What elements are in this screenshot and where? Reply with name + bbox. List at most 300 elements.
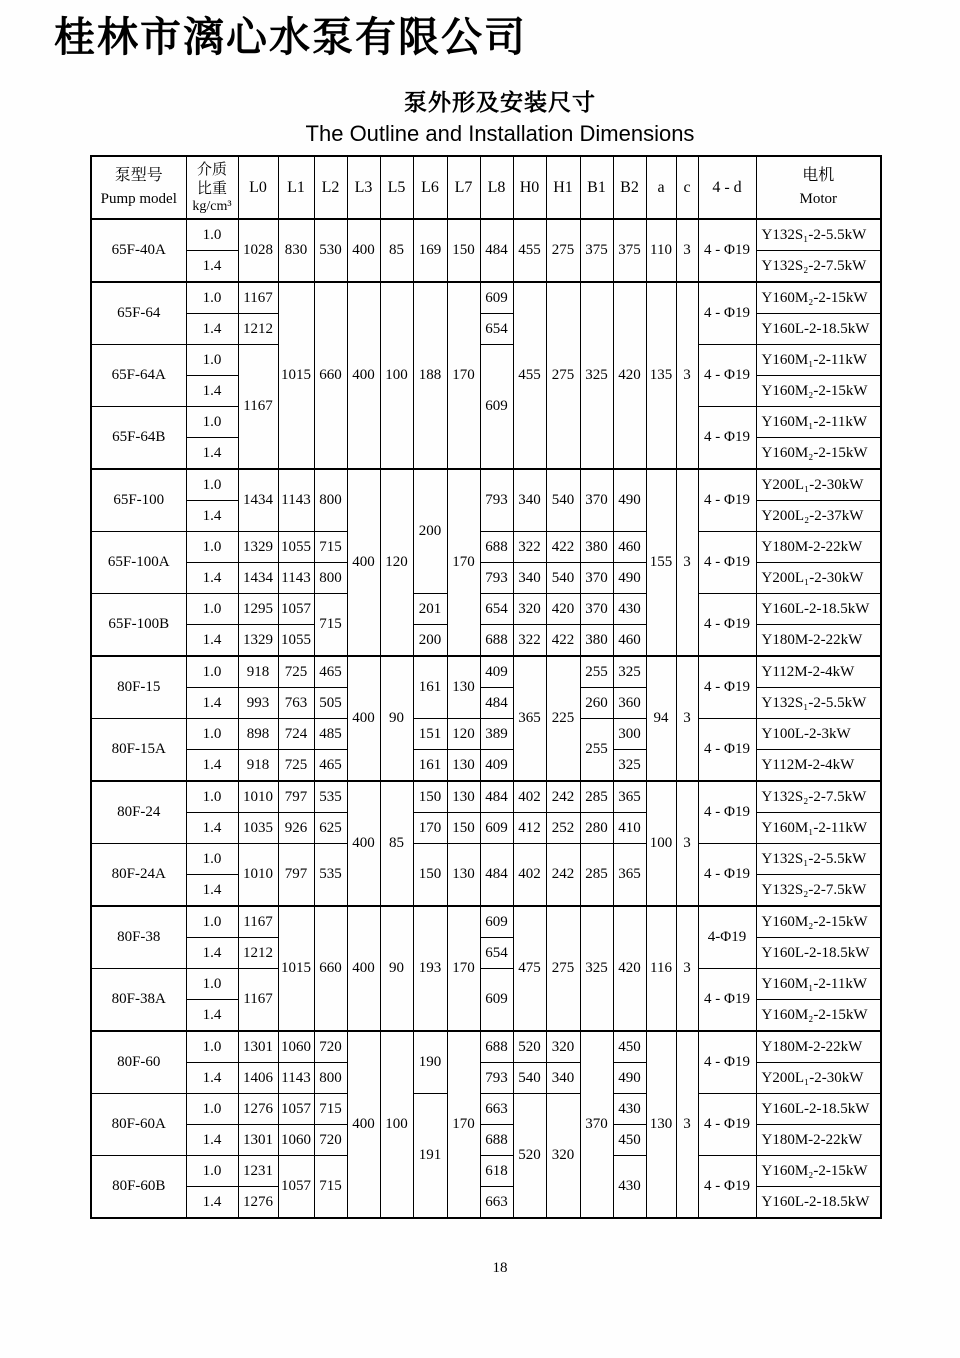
- cell-motor: Y160M₂-2-15kW: [756, 1156, 881, 1187]
- cell-L2: 720: [314, 1031, 347, 1063]
- col-header-4d: 4 - d: [698, 156, 756, 219]
- cell-L1: 1060: [278, 1125, 314, 1156]
- cell-H1: 320: [546, 1094, 580, 1219]
- table-row: [91, 1031, 881, 1063]
- cell-L0: 1167: [238, 969, 278, 1032]
- col-header-c: c: [676, 156, 698, 219]
- cell-L8: 688: [480, 1125, 513, 1156]
- cell-c: 3: [676, 906, 698, 1031]
- cell-d: 4 - Φ19: [698, 282, 756, 345]
- cell-L2: 715: [314, 532, 347, 563]
- cell-model: 65F-100: [91, 469, 186, 532]
- col-header-B2: B2: [613, 156, 646, 219]
- col-header-B1: B1: [580, 156, 613, 219]
- cell-H1: 540: [546, 469, 580, 532]
- cell-B2: 410: [613, 813, 646, 844]
- cell-L8: 389: [480, 719, 513, 750]
- cell-B2: 450: [613, 1031, 646, 1063]
- pump-table-body: [91, 219, 881, 1218]
- cell-H1: 422: [546, 532, 580, 563]
- cell-motor: Y200L₁-2-30kW: [756, 1063, 881, 1094]
- cell-L7: 130: [447, 781, 480, 813]
- cell-L0: 1212: [238, 938, 278, 969]
- cell-L7: 170: [447, 1031, 480, 1218]
- cell-sg: 1.0: [186, 282, 238, 314]
- cell-L2: 660: [314, 906, 347, 1031]
- cell-L8: 484: [480, 781, 513, 813]
- cell-sg: 1.4: [186, 314, 238, 345]
- cell-H0: 520: [513, 1094, 546, 1219]
- cell-B2: 430: [613, 594, 646, 625]
- cell-d: 4 - Φ19: [698, 345, 756, 407]
- cell-B1: 255: [580, 719, 613, 782]
- cell-model: 80F-60B: [91, 1156, 186, 1219]
- cell-L6: 193: [413, 906, 447, 1031]
- cell-L8: 609: [480, 906, 513, 938]
- cell-H1: 320: [546, 1031, 580, 1063]
- cell-L5: 120: [380, 469, 413, 656]
- cell-L0: 1329: [238, 625, 278, 657]
- cell-B1: 370: [580, 563, 613, 594]
- col-header-L7: L7: [447, 156, 480, 219]
- col-header-L8: L8: [480, 156, 513, 219]
- cell-sg: 1.0: [186, 469, 238, 501]
- cell-B1: 370: [580, 594, 613, 625]
- cell-a: 100: [646, 781, 676, 906]
- cell-L2: 505: [314, 688, 347, 719]
- cell-L6: 169: [413, 219, 447, 282]
- cell-sg: 1.0: [186, 906, 238, 938]
- table-row: [91, 314, 881, 345]
- cell-sg: 1.0: [186, 345, 238, 376]
- table-row: [91, 1063, 881, 1094]
- cell-motor: Y160M₁-2-11kW: [756, 407, 881, 438]
- cell-H0: 402: [513, 781, 546, 813]
- cell-model: 80F-24A: [91, 844, 186, 907]
- cell-d: 4 - Φ19: [698, 1094, 756, 1156]
- cell-H1: 420: [546, 594, 580, 625]
- cell-L0: 1035: [238, 813, 278, 844]
- cell-L2: 625: [314, 813, 347, 844]
- cell-motor: Y100L-2-3kW: [756, 719, 881, 750]
- col-header-L6: L6: [413, 156, 447, 219]
- table-row: [91, 1187, 881, 1219]
- cell-d: 4 - Φ19: [698, 1031, 756, 1094]
- cell-sg: 1.0: [186, 1031, 238, 1063]
- cell-L8: 793: [480, 469, 513, 532]
- cell-H0: 455: [513, 219, 546, 282]
- cell-sg: 1.0: [186, 407, 238, 438]
- cell-L0: 1329: [238, 532, 278, 563]
- cell-L8: 409: [480, 750, 513, 782]
- cell-sg: 1.4: [186, 1000, 238, 1032]
- cell-motor: Y160M₂-2-15kW: [756, 282, 881, 314]
- cell-B2: 420: [613, 282, 646, 469]
- cell-motor: Y132S₂-2-7.5kW: [756, 781, 881, 813]
- cell-H1: 340: [546, 1063, 580, 1094]
- cell-L5: 90: [380, 906, 413, 1031]
- cell-B2: 375: [613, 219, 646, 282]
- cell-L0: 1295: [238, 594, 278, 625]
- cell-motor: Y160M₂-2-15kW: [756, 1000, 881, 1032]
- cell-L0: 1167: [238, 906, 278, 938]
- cell-motor: Y160M₂-2-15kW: [756, 438, 881, 470]
- cell-L8: 618: [480, 1156, 513, 1187]
- cell-H0: 340: [513, 563, 546, 594]
- cell-L7: 120: [447, 719, 480, 750]
- cell-L1: 1055: [278, 625, 314, 657]
- cell-H0: 322: [513, 625, 546, 657]
- cell-L3: 400: [347, 656, 380, 781]
- cell-B2: 325: [613, 656, 646, 688]
- table-row: [91, 1125, 881, 1156]
- col-header-motor: [756, 156, 881, 219]
- col-header-H1: H1: [546, 156, 580, 219]
- cell-H1: 275: [546, 282, 580, 469]
- cell-H1: 422: [546, 625, 580, 657]
- cell-L0: 1167: [238, 345, 278, 470]
- cell-L0: 918: [238, 656, 278, 688]
- table-row: [91, 719, 881, 750]
- cell-L5: 85: [380, 219, 413, 282]
- cell-B1: 380: [580, 532, 613, 563]
- pump-model-label-en: Pump model: [100, 191, 177, 208]
- cell-sg: 1.0: [186, 656, 238, 688]
- cell-c: 3: [676, 219, 698, 282]
- cell-L2: 715: [314, 1094, 347, 1125]
- cell-B1: 370: [580, 1031, 613, 1218]
- cell-motor: Y160M₁-2-11kW: [756, 345, 881, 376]
- col-header-L0: L0: [238, 156, 278, 219]
- cell-L1: 1015: [278, 282, 314, 469]
- cell-L0: 1276: [238, 1094, 278, 1125]
- cell-L7: 170: [447, 282, 480, 469]
- cell-a: 135: [646, 282, 676, 469]
- cell-sg: 1.4: [186, 938, 238, 969]
- cell-motor: Y180M-2-22kW: [756, 532, 881, 563]
- cell-B2: 460: [613, 532, 646, 563]
- cell-a: 116: [646, 906, 676, 1031]
- col-header-L2: L2: [314, 156, 347, 219]
- cell-L1: 725: [278, 750, 314, 782]
- cell-sg: 1.4: [186, 625, 238, 657]
- cell-L8: 484: [480, 844, 513, 907]
- cell-B2: 490: [613, 563, 646, 594]
- cell-L8: 654: [480, 938, 513, 969]
- cell-L1: 1057: [278, 1094, 314, 1125]
- table-row: [91, 345, 881, 376]
- cell-L1: 1143: [278, 1063, 314, 1094]
- cell-motor: Y200L₁-2-30kW: [756, 469, 881, 501]
- cell-L8: 484: [480, 688, 513, 719]
- cell-d: 4 - Φ19: [698, 969, 756, 1032]
- cell-sg: 1.0: [186, 594, 238, 625]
- cell-L7: 170: [447, 469, 480, 656]
- cell-sg: 1.4: [186, 813, 238, 844]
- cell-a: 155: [646, 469, 676, 656]
- cell-B1: 285: [580, 844, 613, 907]
- motor-label-zh: 电机: [802, 165, 835, 185]
- cell-model: 80F-38: [91, 906, 186, 969]
- cell-sg: 1.0: [186, 532, 238, 563]
- cell-L8: 663: [480, 1094, 513, 1125]
- cell-L1: 724: [278, 719, 314, 750]
- table-row: [91, 563, 881, 594]
- table-title-zh: 泵外形及安装尺寸: [404, 90, 596, 116]
- cell-B2: 325: [613, 750, 646, 782]
- cell-c: 3: [676, 781, 698, 906]
- cell-sg: 1.4: [186, 376, 238, 407]
- cell-H1: 242: [546, 844, 580, 907]
- sg-unit-label: kg/cm³: [192, 198, 232, 214]
- cell-d: 4 - Φ19: [698, 407, 756, 470]
- cell-L0: 1301: [238, 1125, 278, 1156]
- cell-motor: Y132S₁-2-5.5kW: [756, 688, 881, 719]
- cell-B2: 450: [613, 1125, 646, 1156]
- cell-motor: Y132S₁-2-5.5kW: [756, 844, 881, 875]
- cell-sg: 1.0: [186, 969, 238, 1000]
- table-row: [91, 906, 881, 938]
- cell-d: 4 - Φ19: [698, 781, 756, 844]
- cell-sg: 1.0: [186, 1156, 238, 1187]
- cell-L2: 800: [314, 1063, 347, 1094]
- cell-L8: 688: [480, 532, 513, 563]
- cell-d: 4-Φ19: [698, 906, 756, 969]
- cell-model: 80F-60: [91, 1031, 186, 1094]
- cell-L8: 654: [480, 594, 513, 625]
- cell-sg: 1.4: [186, 750, 238, 782]
- cell-L8: 793: [480, 563, 513, 594]
- cell-B2: 460: [613, 625, 646, 657]
- cell-B2: 300: [613, 719, 646, 750]
- cell-L8: 663: [480, 1187, 513, 1219]
- cell-motor: Y160M₂-2-15kW: [756, 906, 881, 938]
- cell-L5: 100: [380, 282, 413, 469]
- cell-L8: 484: [480, 219, 513, 282]
- cell-B1: 260: [580, 688, 613, 719]
- table-title-en: The Outline and Installation Dimensions: [305, 121, 695, 146]
- cell-d: 4 - Φ19: [698, 469, 756, 532]
- cell-L1: 1055: [278, 532, 314, 563]
- sg-label-line1: 介质: [196, 159, 227, 178]
- table-row: [91, 969, 881, 1000]
- col-header-specific-gravity: [186, 156, 238, 219]
- cell-sg: 1.4: [186, 1125, 238, 1156]
- cell-L0: 1434: [238, 563, 278, 594]
- table-header-row: [91, 156, 881, 219]
- col-header-L3: L3: [347, 156, 380, 219]
- cell-motor: Y160L-2-18.5kW: [756, 938, 881, 969]
- cell-L0: 1406: [238, 1063, 278, 1094]
- cell-L2: 800: [314, 563, 347, 594]
- cell-a: 94: [646, 656, 676, 781]
- cell-H0: 455: [513, 282, 546, 469]
- cell-model: 80F-15: [91, 656, 186, 719]
- cell-model: 65F-100A: [91, 532, 186, 594]
- dimensions-table: [90, 155, 882, 1219]
- cell-L7: 170: [447, 906, 480, 1031]
- cell-sg: 1.0: [186, 844, 238, 875]
- cell-L1: 926: [278, 813, 314, 844]
- cell-motor: Y200L₂-2-37kW: [756, 501, 881, 532]
- cell-L1: 1057: [278, 594, 314, 625]
- page-number: 18: [492, 1260, 508, 1276]
- col-header-a: a: [646, 156, 676, 219]
- sg-label-line2: 比重: [196, 179, 227, 198]
- cell-motor: Y180M-2-22kW: [756, 625, 881, 657]
- table-row: [91, 844, 881, 875]
- table-row: [91, 625, 881, 657]
- company-title: 桂林市漓心水泵有限公司: [54, 13, 527, 61]
- cell-L6: 161: [413, 656, 447, 719]
- cell-L2: 800: [314, 469, 347, 532]
- cell-L6: 161: [413, 750, 447, 782]
- cell-model: 65F-64A: [91, 345, 186, 407]
- cell-model: 80F-60A: [91, 1094, 186, 1156]
- cell-B2: 490: [613, 1063, 646, 1094]
- cell-L0: 1434: [238, 469, 278, 532]
- cell-B2: 430: [613, 1156, 646, 1219]
- table-row: [91, 781, 881, 813]
- cell-H1: 242: [546, 781, 580, 813]
- cell-H0: 412: [513, 813, 546, 844]
- cell-L3: 400: [347, 906, 380, 1031]
- cell-L1: 1057: [278, 1156, 314, 1219]
- cell-motor: Y112M-2-4kW: [756, 656, 881, 688]
- col-header-H0: H0: [513, 156, 546, 219]
- cell-L2: 485: [314, 719, 347, 750]
- cell-H1: 275: [546, 219, 580, 282]
- cell-L8: 609: [480, 345, 513, 470]
- cell-L0: 1010: [238, 781, 278, 813]
- cell-B2: 430: [613, 1094, 646, 1125]
- cell-L3: 400: [347, 282, 380, 469]
- cell-H0: 540: [513, 1063, 546, 1094]
- cell-L1: 763: [278, 688, 314, 719]
- cell-L6: 188: [413, 282, 447, 469]
- cell-model: 65F-100B: [91, 594, 186, 657]
- cell-B1: 375: [580, 219, 613, 282]
- cell-H0: 402: [513, 844, 546, 907]
- table-row: [91, 688, 881, 719]
- cell-L1: 797: [278, 844, 314, 907]
- cell-sg: 1.4: [186, 688, 238, 719]
- cell-L6: 190: [413, 1031, 447, 1094]
- cell-a: 130: [646, 1031, 676, 1218]
- table-row: [91, 469, 881, 501]
- cell-B1: 325: [580, 906, 613, 1031]
- table-row: [91, 938, 881, 969]
- cell-H0: 340: [513, 469, 546, 532]
- cell-L1: 797: [278, 781, 314, 813]
- cell-H0: 365: [513, 656, 546, 781]
- cell-L0: 1010: [238, 844, 278, 907]
- cell-L0: 1276: [238, 1187, 278, 1219]
- cell-sg: 1.0: [186, 1094, 238, 1125]
- cell-L8: 609: [480, 813, 513, 844]
- cell-d: 4 - Φ19: [698, 219, 756, 282]
- col-header-L1: L1: [278, 156, 314, 219]
- cell-L1: 830: [278, 219, 314, 282]
- cell-d: 4 - Φ19: [698, 532, 756, 594]
- cell-L2: 715: [314, 594, 347, 657]
- cell-H1: 252: [546, 813, 580, 844]
- cell-B1: 280: [580, 813, 613, 844]
- cell-L2: 535: [314, 781, 347, 813]
- cell-motor: Y160M₁-2-11kW: [756, 813, 881, 844]
- cell-sg: 1.0: [186, 781, 238, 813]
- cell-sg: 1.0: [186, 219, 238, 251]
- cell-L0: 898: [238, 719, 278, 750]
- cell-B1: 325: [580, 282, 613, 469]
- cell-motor: Y160M₁-2-11kW: [756, 969, 881, 1000]
- cell-B2: 365: [613, 844, 646, 907]
- col-header-L5: L5: [380, 156, 413, 219]
- cell-sg: 1.4: [186, 1187, 238, 1219]
- cell-model: 65F-64B: [91, 407, 186, 470]
- cell-sg: 1.4: [186, 438, 238, 470]
- cell-L2: 465: [314, 750, 347, 782]
- motor-label-en: Motor: [799, 191, 837, 208]
- cell-B1: 380: [580, 625, 613, 657]
- cell-L0: 1301: [238, 1031, 278, 1063]
- cell-sg: 1.4: [186, 1063, 238, 1094]
- cell-L8: 654: [480, 314, 513, 345]
- cell-L2: 535: [314, 844, 347, 907]
- cell-B2: 420: [613, 906, 646, 1031]
- cell-L6: 201: [413, 594, 447, 625]
- cell-c: 3: [676, 656, 698, 781]
- cell-sg: 1.4: [186, 875, 238, 907]
- cell-model: 80F-38A: [91, 969, 186, 1032]
- cell-L0: 918: [238, 750, 278, 782]
- cell-L8: 793: [480, 1063, 513, 1094]
- cell-B1: 285: [580, 781, 613, 813]
- cell-L7: 130: [447, 656, 480, 719]
- cell-c: 3: [676, 1031, 698, 1218]
- cell-L1: 1060: [278, 1031, 314, 1063]
- table-row: [91, 813, 881, 844]
- cell-L2: 530: [314, 219, 347, 282]
- cell-L2: 465: [314, 656, 347, 688]
- cell-motor: Y160L-2-18.5kW: [756, 1094, 881, 1125]
- table-row: [91, 750, 881, 782]
- cell-L7: 150: [447, 813, 480, 844]
- cell-L6: 200: [413, 625, 447, 657]
- table-row: [91, 1156, 881, 1187]
- cell-L5: 85: [380, 781, 413, 906]
- cell-L1: 1143: [278, 469, 314, 532]
- cell-L6: 150: [413, 781, 447, 813]
- table-row: [91, 594, 881, 625]
- cell-L2: 720: [314, 1125, 347, 1156]
- cell-L7: 150: [447, 219, 480, 282]
- cell-H1: 540: [546, 563, 580, 594]
- cell-model: 65F-64: [91, 282, 186, 345]
- cell-H0: 320: [513, 594, 546, 625]
- cell-motor: Y112M-2-4kW: [756, 750, 881, 782]
- table-row: [91, 1094, 881, 1125]
- cell-motor: Y132S₂-2-7.5kW: [756, 251, 881, 283]
- cell-model: 80F-15A: [91, 719, 186, 782]
- cell-L5: 100: [380, 1031, 413, 1218]
- cell-d: 4 - Φ19: [698, 844, 756, 907]
- cell-sg: 1.4: [186, 563, 238, 594]
- cell-L0: 1231: [238, 1156, 278, 1187]
- cell-a: 110: [646, 219, 676, 282]
- pump-model-label-zh: 泵型号: [114, 165, 163, 185]
- cell-B2: 490: [613, 469, 646, 532]
